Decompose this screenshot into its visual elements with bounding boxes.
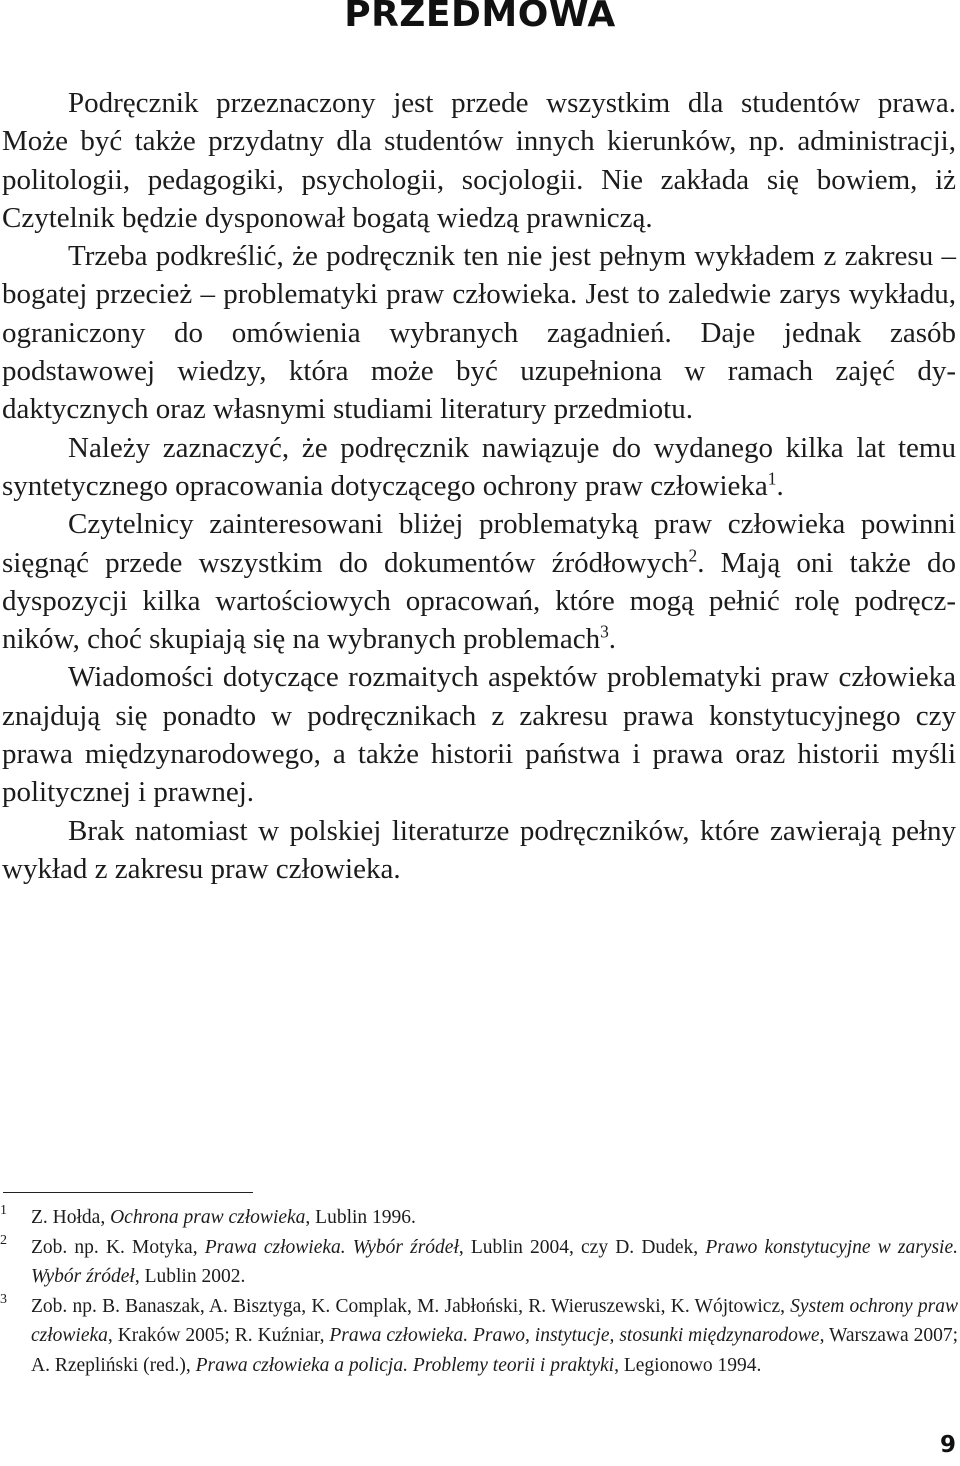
paragraph-3-end: . <box>776 469 784 502</box>
footnote-divider <box>3 1192 253 1193</box>
footnote-3-title-a: System ochrony praw człowieka <box>31 1295 958 1347</box>
footnote-2-text-a: Zob. np. K. Motyka, <box>31 1236 205 1258</box>
footnote-3-title-c: Prawa człowieka a policja. Problemy teorii i praktyki <box>195 1354 615 1376</box>
footnote-ref-1: 1 <box>767 468 777 489</box>
paragraph-4-end: . <box>608 623 617 656</box>
footnote-3-text-c: , Warszawa 2007; A. Rzepliński (red.), <box>31 1325 958 1376</box>
paragraph-4 <box>2 505 956 658</box>
footnote-3-text-a: Zob. np. B. Banaszak, A. Bisztyga, K. Complak, M. Jabłoński, R. Wieruszewski, K. Wójtowicz, <box>31 1295 791 1317</box>
footnote-number-3: 3 <box>0 1291 7 1307</box>
footnote-ref-3: 3 <box>600 621 609 642</box>
footnotes <box>0 1203 958 1381</box>
footnote-3 <box>0 1292 958 1381</box>
paragraph-5: Wiadomości dotyczące rozmaitych aspektów problematyki praw człowieka znajdują się ponadto w podręcznikach z zakresu prawa konstytucyjnego czy prawa międzynarodowego, a także historii państwa i prawa oraz historii myśli politycznej i prawnej. <box>2 661 956 809</box>
footnote-3-text-d: , Legionowo 1994. <box>614 1354 762 1376</box>
footnote-2-title-b: Prawo konstytucyjne w zarysie. Wybór źródeł <box>31 1236 958 1288</box>
footnote-number-1: 1 <box>0 1203 7 1218</box>
paragraph-2: Trzeba podkreślić, że podręcznik ten nie jest pełnym wykładem z zakresu – bogatej przecież – problematyki praw człowieka. Jest to zaledwie zarys wykładu, ograniczony do omówienia wybranych zagadnień. Daje jednak zasób podstawowej wiedzy, która może być uzupełniona w ramach zajęć dydaktycznych oraz własnymi studiami literatury przedmiotu. <box>2 240 956 426</box>
footnote-number-2: 2 <box>0 1232 7 1248</box>
paragraph-4-text-b: . Mają oni także do dyspozycji kilka wartościowych opracowań, które mogą pełnić rolę podręczników, choć skupiają się na wybranych problemach <box>2 546 956 656</box>
footnote-2-text-b: , Lublin 2004, czy D. Dudek, <box>458 1236 706 1258</box>
footnote-2-text-c: , Lublin 2002. <box>134 1266 246 1288</box>
footnote-1-text-a: Z. Hołda, <box>31 1207 111 1228</box>
page-number: 9 <box>939 1432 956 1458</box>
paragraph-3-text: Należy zaznaczyć, że podręcznik nawiązuje do wydanego kilka lat temu syntetycznego opracowania dotyczącego ochrony praw człowieka <box>2 431 956 502</box>
footnote-ref-2: 2 <box>688 544 698 565</box>
paragraph-6: Brak natomiast w polskiej literaturze podręczników, które zawierają pełny wykład z zakresu praw człowieka. <box>2 814 956 885</box>
paragraph-4-text-a: Czytelnicy zainteresowani bliżej problematyką praw człowieka powinni sięgnąć przede wszystkim do dokumentów źródłowych <box>2 508 956 579</box>
footnote-3-title-b: Prawa człowieka. Prawo, instytucje, stosunki międzynarodowe <box>329 1325 820 1347</box>
footnote-1-text-b: , Lublin 1996. <box>305 1207 416 1228</box>
paragraph-1: Podręcznik przeznaczony jest przede wszystkim dla studentów prawa. Może być także przydatny dla studentów innych kierunków, np. administracji, politologii, pedagogiki, psychologii, socjologii. Nie zakłada się bowiem, iż Czytelnik będzie dysponował bogatą wiedzą prawniczą. <box>2 87 956 234</box>
footnote-1-title: Ochrona praw człowieka <box>110 1207 306 1228</box>
paragraph-3 <box>2 429 956 506</box>
page-title: PRZEDMOWA <box>344 0 616 35</box>
preface-body <box>2 84 956 888</box>
footnote-1 <box>0 1203 958 1233</box>
footnote-3-text-b: , Kraków 2005; R. Kuźniar, <box>107 1325 330 1347</box>
footnote-2 <box>0 1233 958 1292</box>
footnote-2-title-a: Prawa człowieka. Wybór źródeł <box>204 1236 459 1258</box>
